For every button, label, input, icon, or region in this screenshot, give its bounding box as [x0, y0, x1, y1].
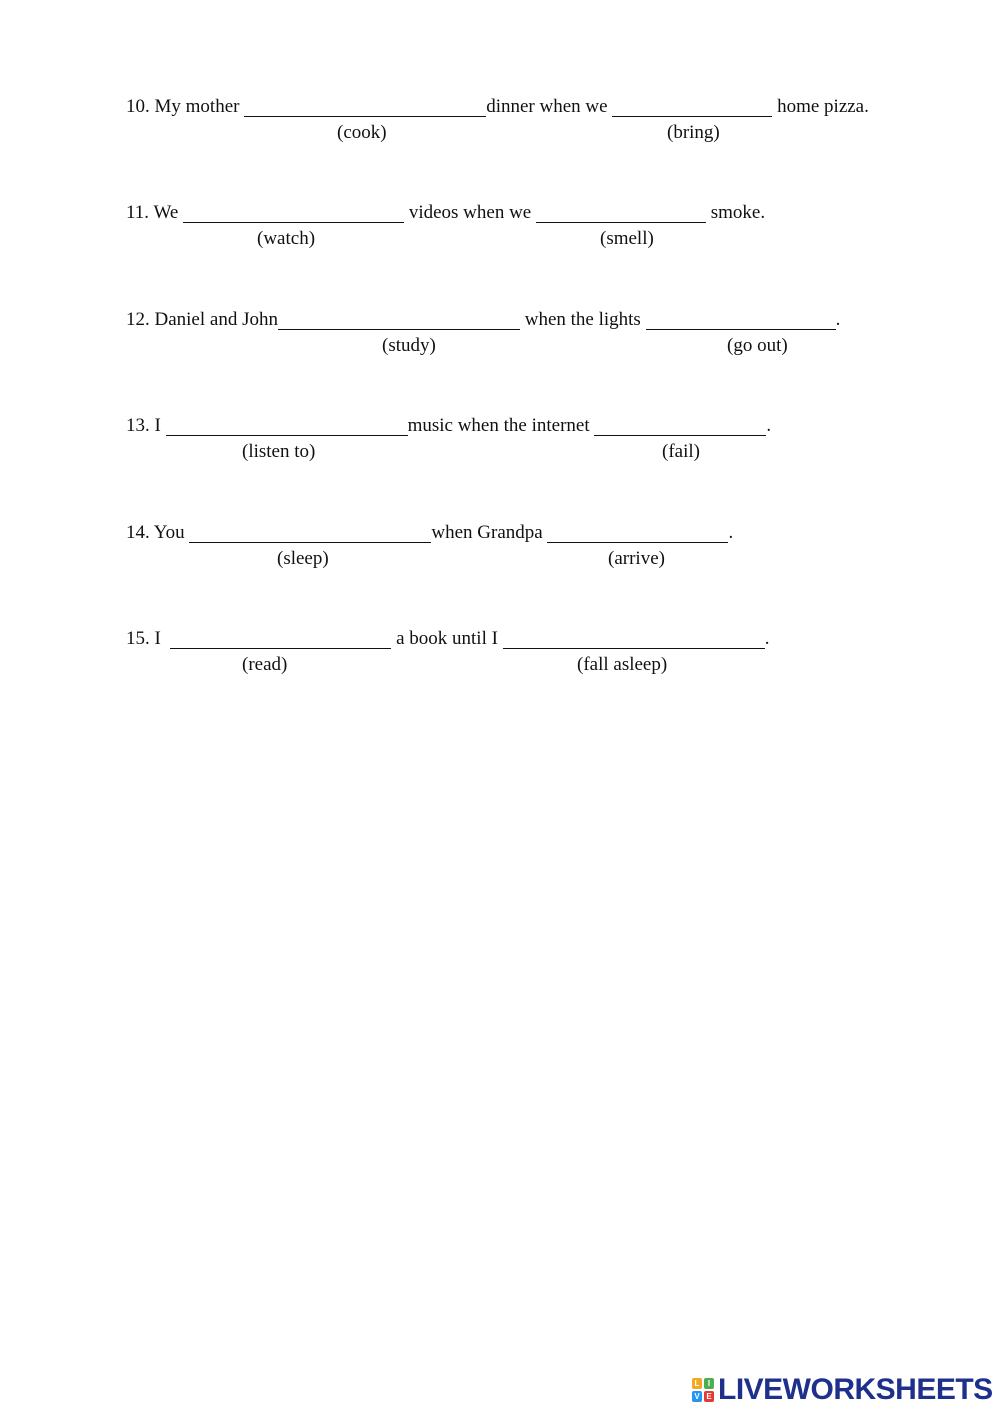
logo-tile: I — [704, 1378, 714, 1389]
answer-blank-cook[interactable] — [244, 98, 486, 117]
exercise-11 — [126, 202, 926, 262]
sentence-text: when Grandpa — [431, 522, 543, 543]
exercise-14 — [126, 522, 926, 582]
verb-hint: (bring) — [667, 122, 720, 143]
answer-blank-fall-asleep[interactable] — [503, 630, 765, 649]
sentence-text: I — [154, 628, 161, 649]
exercise-number: 10. — [126, 96, 150, 117]
logo-tile: L — [692, 1378, 702, 1389]
sentence-text: Daniel and John — [154, 309, 278, 330]
sentence-text: home pizza. — [777, 96, 869, 117]
sentence-text: when the lights — [524, 309, 641, 330]
sentence-text: dinner when we — [486, 96, 608, 117]
answer-blank-listen-to[interactable] — [166, 417, 408, 436]
verb-hint: (read) — [242, 654, 288, 675]
exercise-15 — [126, 628, 926, 688]
answer-blank-fail[interactable] — [594, 417, 766, 436]
exercise-13 — [126, 415, 926, 475]
answer-blank-watch[interactable] — [183, 204, 404, 223]
verb-hint: (study) — [382, 335, 436, 356]
sentence-text: videos when we — [408, 202, 532, 223]
sentence-text: . — [728, 522, 734, 543]
exercise-number: 15. — [126, 628, 150, 649]
sentence-text: My mother — [154, 96, 240, 117]
sentence-text: a book until I — [396, 628, 498, 649]
logo-tile: E — [704, 1391, 714, 1402]
answer-blank-smell[interactable] — [536, 204, 706, 223]
sentence-text: . — [766, 415, 772, 436]
answer-blank-bring[interactable] — [612, 98, 772, 117]
exercise-sentence — [126, 628, 769, 650]
exercise-sentence — [126, 202, 765, 224]
logo-tiles-icon — [692, 1378, 714, 1402]
verb-hint: (cook) — [337, 122, 387, 143]
exercise-sentence — [126, 522, 733, 544]
verb-hint: (watch) — [257, 228, 316, 249]
exercise-12 — [126, 309, 926, 369]
verb-hint: (arrive) — [608, 548, 665, 569]
exercise-number: 12. — [126, 309, 150, 330]
sentence-text: . — [835, 309, 841, 330]
exercise-10 — [126, 96, 926, 156]
sentence-text: I — [154, 415, 161, 436]
sentence-text: music when the internet — [407, 415, 590, 436]
answer-blank-read[interactable] — [170, 630, 391, 649]
answer-blank-go-out[interactable] — [646, 311, 836, 330]
sentence-text: smoke. — [710, 202, 766, 223]
exercise-sentence — [126, 309, 840, 331]
answer-blank-arrive[interactable] — [547, 524, 728, 543]
exercise-sentence — [126, 415, 771, 437]
exercise-sentence — [126, 96, 869, 118]
verb-hint: (fall asleep) — [577, 654, 668, 675]
verb-hint: (go out) — [727, 335, 788, 356]
verb-hint: (sleep) — [277, 548, 329, 569]
answer-blank-sleep[interactable] — [189, 524, 431, 543]
exercise-number: 14. — [126, 522, 150, 543]
sentence-text: We — [153, 202, 179, 223]
logo-wordmark: LIVEWORKSHEETS — [718, 1373, 993, 1406]
exercise-number: 13. — [126, 415, 150, 436]
exercise-number: 11. — [126, 202, 150, 223]
verb-hint: (fail) — [662, 441, 700, 462]
answer-blank-study[interactable] — [278, 311, 520, 330]
logo-tile: V — [692, 1391, 702, 1402]
liveworksheets-logo — [692, 1374, 993, 1406]
sentence-text: You — [153, 522, 185, 543]
verb-hint: (listen to) — [242, 441, 316, 462]
verb-hint: (smell) — [600, 228, 654, 249]
sentence-text: . — [764, 628, 770, 649]
